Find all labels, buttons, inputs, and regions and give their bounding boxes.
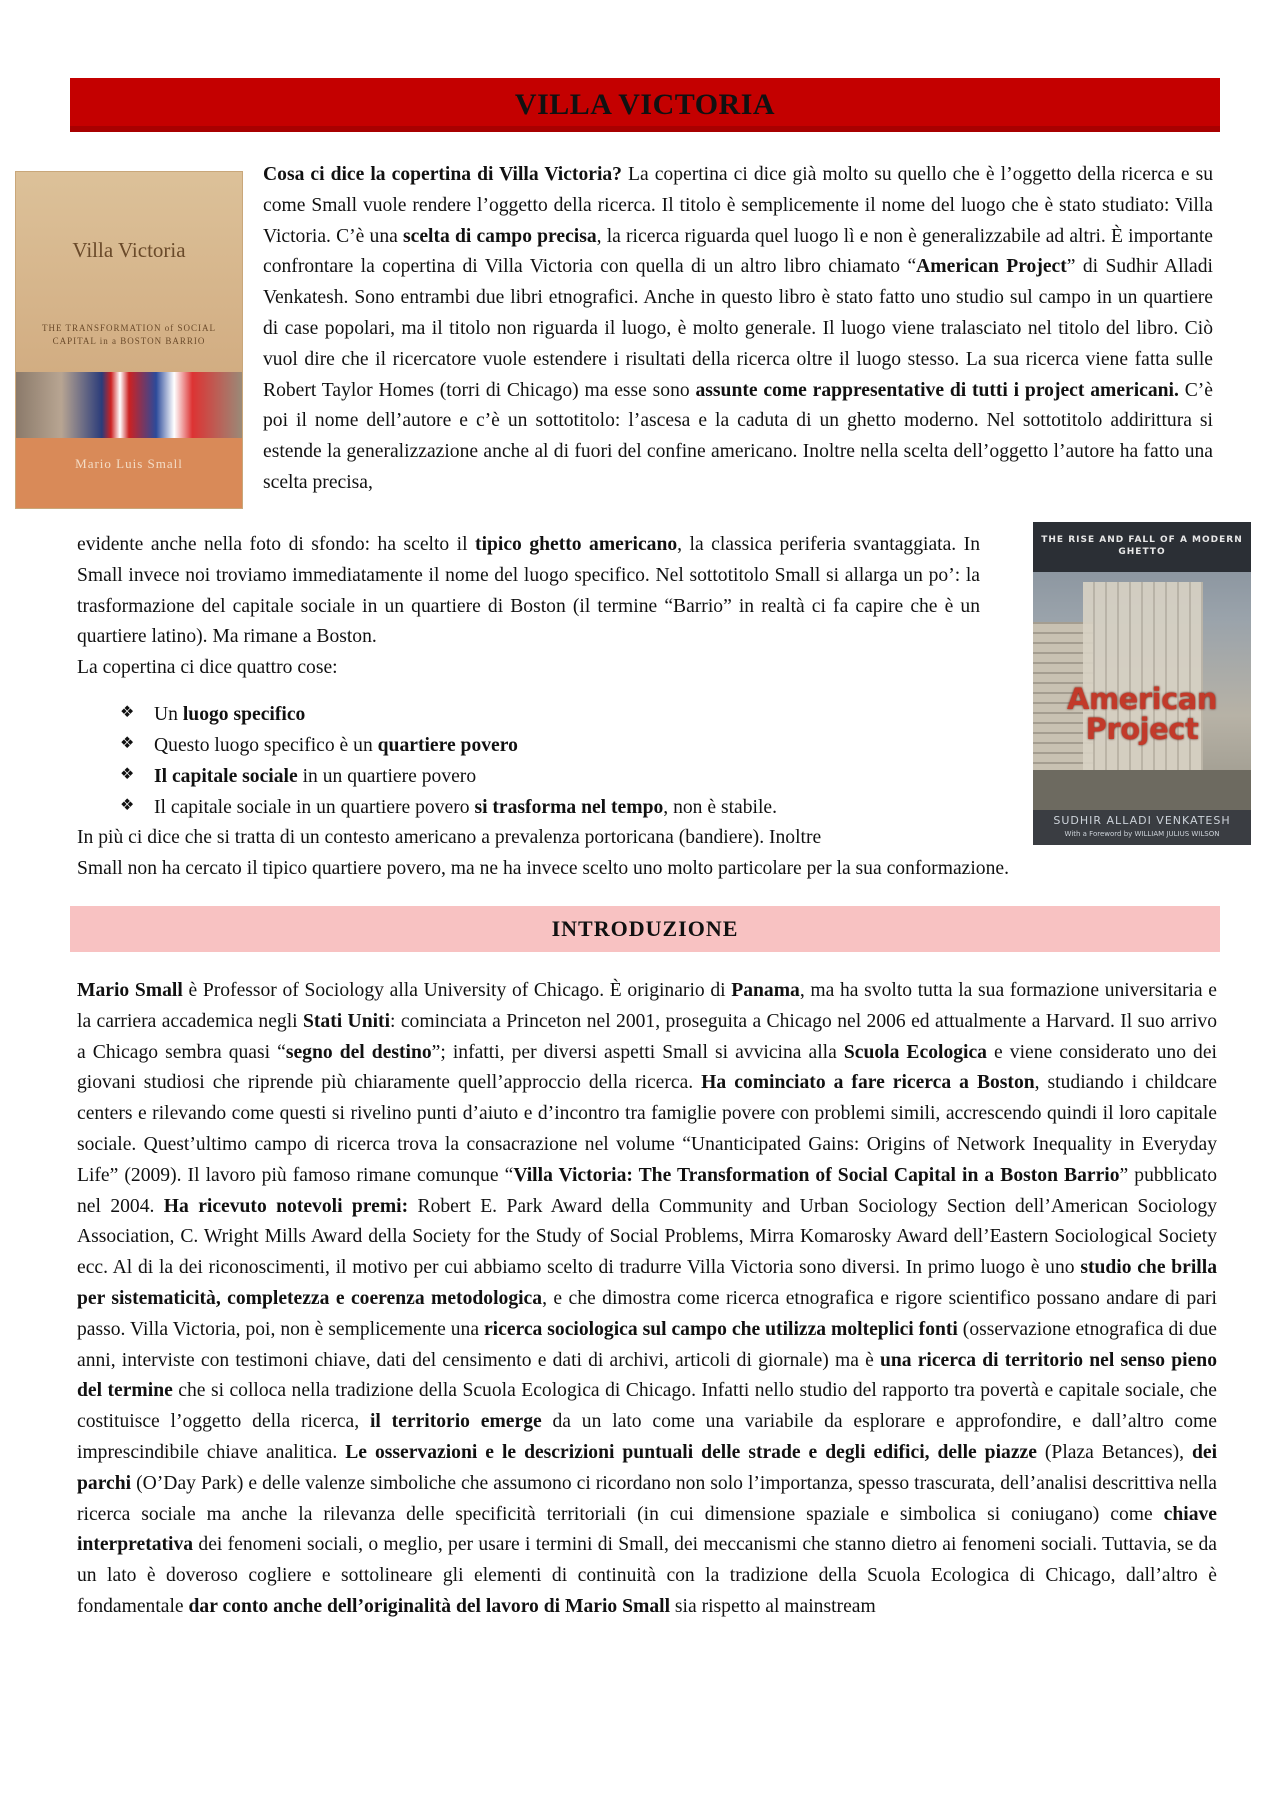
cover-title: Villa Victoria [72, 238, 186, 262]
bold-phrase: Villa Victoria: The Transformation of Social Capital in a Boston Barrio [513, 1164, 1120, 1186]
cover-ground [1033, 770, 1251, 810]
bold-phrase: Mario Small [77, 980, 183, 1001]
bold-phrase: Ha cominciato a fare ricerca a Boston [701, 1072, 1035, 1094]
bold-phrase: chiave interpretativa [77, 1503, 1217, 1556]
bold-phrase: segno del destino [285, 1041, 432, 1063]
list-intro: La copertina ci dice quattro cose: [77, 657, 338, 679]
bold-phrase: Stati Uniti [302, 1010, 391, 1032]
diamond-bullet-icon [120, 737, 138, 755]
bold-phrase: scelta di campo precisa [403, 225, 597, 247]
american-project-cover-image [1033, 522, 1251, 845]
page-title: VILLA VICTORIA [514, 88, 776, 121]
bold-phrase: ricerca sociologica sul campo che utilizza molteplici fonti [483, 1318, 958, 1340]
cover-foreword: With a Foreword by WILLIAM JULIUS WILSON [1064, 830, 1220, 838]
cover-subtitle: THE TRANSFORMATION of SOCIAL CAPITAL in a BOSTON BARRIO [41, 323, 217, 346]
cover-bottom [16, 438, 242, 508]
cover-author: SUDHIR ALLADI VENKATESH [1053, 814, 1231, 827]
cover-points-list [120, 699, 980, 823]
diamond-bullet-icon [120, 706, 138, 724]
cover-author: Mario Luis Small [75, 456, 183, 471]
bold-phrase: Panama [731, 980, 800, 1001]
bold-phrase: Le osservazioni e le descrizioni puntuali delle strade e degli edifici, delle piazze [345, 1441, 1037, 1463]
list-item: ❖ Il capitale sociale in un quartiere povero si trasforma nel tempo, non è stabile. [120, 792, 980, 823]
diamond-bullet-icon [120, 768, 138, 786]
bold-phrase: quartiere povero [377, 735, 518, 756]
list-item: ❖ Un luogo specifico [120, 699, 980, 730]
bold-phrase: una ricerca di territorio nel senso pieno del termine [77, 1349, 1218, 1402]
paragraph-context: In più ci dice che si tratta di un contesto americano a prevalenza portoricana (bandiere). Inoltre Small non ha cercato il tipico quartiere povero, ma ne ha invece scelto uno molto particolare per la sua conformazione. [77, 827, 1009, 879]
villa-victoria-cover-image [16, 172, 242, 508]
paragraph-introduction: Mario Small è Professor of Sociology alla University of Chicago. È originario di Panama, ma ha svolto tutta la sua formazione universitaria e la carriera accademica negli Stati Uniti: cominciata a Princeton nel 2001, proseguita a Chicago nel 2006 ed attualmente a Harvard. Il suo arrivo a Chicago sembra quasi “segno del destino”; infatti, per diversi aspetti Small si avvicina alla Scuola Ecologica e viene considerato uno dei giovani studiosi che riprende più chiaramente quell’approccio della ricerca. Ha cominciato a fare ricerca a Boston, studiando i childcare centers e rilevando come questi si rivelino punti d’aiuto e d’incontro tra famiglie povere con problemi simili, accrescendo quindi il loro capitale sociale. Quest’ultimo campo di ricerca trova la consacrazione nel volume “Unanticipated Gains: Origins of Network Inequality in Everyday Life” (2009). Il lavoro più famoso rimane comunque “Villa Victoria: The Transformation of Social Capital in a Boston Barrio” pubblicato nel 2004. Ha ricevuto notevoli premi: Robert E. Park Award della Community and Urban Sociology Section dell’American Sociology Association, C. Wright Mills Award della Society for the Study of Social Problems, Mirra Komarosky Award dell’Eastern Sociological Society ecc. Al di la dei riconoscimenti, il motivo per cui abbiamo scelto di tradurre Villa Victoria sono diversi. In primo luogo è uno studio che brilla per sistematicità, completezza e coerenza metodologica, e che dimostra come ricerca etnografica e rigore scientifico possano andare di pari passo. Villa Victoria, poi, non è semplicemente una ricerca sociologica sul campo che utilizza molteplici fonti (osservazione etnografica di due anni, interviste con testimoni chiave, dati del censimento e dati di archivi, articoli di giornale) ma è una ricerca di territorio nel senso pieno del termine che si colloca nella tradizione della Scuola Ecologica di Chicago. Infatti nello studio del rapporto tra povertà e capitale sociale, che costituisce l’oggetto della ricerca, il territorio emerge da un lato come una variabile da esplorare e approfondire, e dall’altro come imprescindibile chiave analitica. Le osservazioni e le descrizioni puntuali delle strade e degli edifici, delle piazze (Plaza Betances), dei parchi (O’Day Park) e delle valenze simboliche che assumono ci ricordano non solo l’importanza, spesso trascurata, dell’analisi descrittiva nella ricerca sociale ma anche la rilevanza delle specificità territoriali (in cui dimensione spaziale e simbolica si coniugano) come chiave interpretativa dei fenomeni sociali, o meglio, per usare i termini di Small, dei meccanismi che stanno dietro ai fenomeni sociali. Tuttavia, se da un lato è doveroso cogliere e sottolineare gli elementi di continuità con la tradizione della Scuola Ecologica di Chicago, dall’altro è fondamentale dar conto anche dell’originalità del lavoro di Mario Small sia rispetto al mainstream [77, 980, 1218, 1617]
bold-phrase: Cosa ci dice la copertina di Villa Victoria? [263, 164, 622, 185]
list-item: ❖ Il capitale sociale in un quartiere povero [120, 761, 980, 792]
paragraph-comparison [77, 530, 980, 684]
comparison-text: evidente anche nella foto di sfondo: ha scelto il tipico ghetto americano, la classica periferia svantaggiata. In Small invece noi troviamo immediatamente il nome del luogo specifico. Nel sottotitolo Small si allarga un po’: la trasformazione del capitale sociale in un quartiere di Boston (il termine “Barrio” in realtà ci fa capire che è un quartiere latino). Ma rimane a Boston. [77, 534, 980, 648]
cover-header: THE RISE AND FALL OF A MODERN GHETTO [1041, 535, 1243, 557]
bold-phrase: assunte come rappresentative di tutti i project americani. [695, 379, 1179, 401]
bold-phrase: Scuola Ecologica [843, 1041, 987, 1063]
bold-phrase: tipico ghetto americano [475, 534, 678, 555]
section-banner [70, 906, 1220, 952]
list-item: ❖ Questo luogo specifico è un quartiere povero [120, 730, 980, 761]
title-banner [70, 78, 1220, 132]
bold-phrase: Il capitale sociale [154, 766, 298, 787]
bold-phrase: luogo specifico [182, 704, 306, 725]
cover-title: American Project [1067, 682, 1217, 746]
bold-phrase: American Project [916, 256, 1067, 278]
paragraph-cover: Cosa ci dice la copertina di Villa Victoria? La copertina ci dice già molto su quello che è l’oggetto della ricerca e su come Small vuole rendere l’oggetto della ricerca. Il titolo è semplicemente il nome del luogo che è stato studiato: Villa Victoria. C’è una scelta di campo precisa, la ricerca riguarda quel luogo lì e non è generalizzabile ad altri. È importante confrontare la copertina di Villa Victoria con quella di un altro libro chiamato “American Project” di Sudhir Alladi Venkatesh. Sono entrambi due libri etnografici. Anche in questo libro è stato fatto uno studio sul campo in un quartiere di case popolari, ma il titolo non riguarda il luogo, è molto generale. Il luogo viene tralasciato nel titolo del libro. Ciò vuol dire che il ricercatore vuole estendere i risultati della ricerca oltre il luogo stesso. La sua ricerca viene fatta sulle Robert Taylor Homes (torri di Chicago) ma esse sono assunte come rappresentative di tutti i project americani. C’è poi il nome dell’autore e c’è un sottotitolo: l’ascesa e la caduta di un ghetto moderno. Nel sottotitolo addirittura si estende la generalizzazione anche al di fuori del confine americano. Inoltre nella scelta dell’oggetto l’autore ha fatto una scelta precisa, [263, 164, 1214, 493]
section-title: INTRODUZIONE [551, 916, 739, 941]
bold-phrase: dei parchi [77, 1441, 1218, 1494]
bold-phrase: si trasforma nel tempo [474, 797, 664, 818]
diamond-bullet-icon [120, 799, 138, 817]
bold-phrase: Ha ricevuto notevoli premi: [163, 1195, 409, 1217]
cover-flags-strip [16, 372, 242, 438]
bold-phrase: studio che brilla per sistematicità, completezza e coerenza metodologica [77, 1257, 1217, 1309]
bold-phrase: dar conto anche dell’originalità del lavoro di Mario Small [188, 1595, 671, 1617]
bold-phrase: il territorio emerge [369, 1411, 542, 1433]
